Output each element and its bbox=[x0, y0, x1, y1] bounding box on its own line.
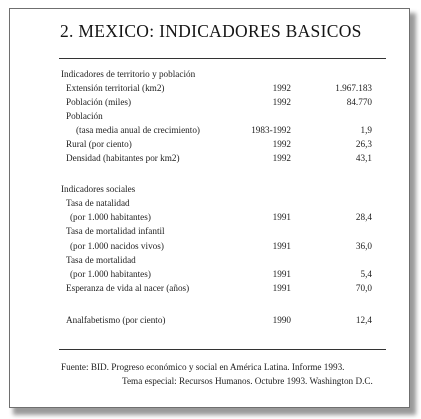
row-value: 43,1 bbox=[355, 153, 372, 163]
row-year: 1992 bbox=[272, 97, 291, 107]
source-note: Fuente: BID. Progreso económico y social en América Latina. Informe 1993. bbox=[61, 362, 345, 372]
section-heading: Indicadores sociales bbox=[61, 184, 136, 194]
table-row bbox=[10, 97, 409, 108]
row-year: 1992 bbox=[272, 83, 291, 93]
table-row bbox=[10, 269, 409, 280]
table-row bbox=[10, 212, 409, 223]
row-label: Esperanza de vida al nacer (años) bbox=[66, 283, 190, 293]
section-heading: Indicadores de territorio y población bbox=[61, 69, 196, 79]
row-label: Población bbox=[66, 111, 103, 121]
row-label: (tasa media anual de crecimiento) bbox=[76, 125, 200, 135]
row-value: 1.967.183 bbox=[335, 83, 372, 93]
table-row bbox=[10, 139, 409, 150]
row-year: 1991 bbox=[272, 241, 291, 251]
row-label: Analfabetismo (por ciento) bbox=[66, 315, 166, 325]
title-divider bbox=[59, 58, 386, 59]
row-value: 36,0 bbox=[355, 241, 372, 251]
row-value: 70,0 bbox=[355, 283, 372, 293]
row-year: 1983-1992 bbox=[251, 125, 291, 135]
special-topic-note: Tema especial: Recursos Humanos. Octubre 1993. Washington D.C. bbox=[122, 376, 373, 386]
row-label: (por 1.000 nacidos vivos) bbox=[70, 241, 164, 251]
row-year: 1991 bbox=[272, 269, 291, 279]
footer-divider bbox=[59, 349, 386, 350]
row-label: Rural (por ciento) bbox=[66, 139, 132, 149]
table-row bbox=[10, 283, 409, 294]
row-label: Tasa de natalidad bbox=[66, 198, 130, 208]
row-year: 1992 bbox=[272, 139, 291, 149]
document-page bbox=[9, 8, 410, 408]
row-label: Tasa de mortalidad infantil bbox=[66, 226, 165, 236]
row-label: Densidad (habitantes por km2) bbox=[66, 153, 180, 163]
row-year: 1991 bbox=[272, 283, 291, 293]
table-row bbox=[10, 241, 409, 252]
table-row bbox=[10, 255, 409, 266]
row-year: 1990 bbox=[272, 315, 291, 325]
row-value: 12,4 bbox=[355, 315, 372, 325]
row-value: 5,4 bbox=[360, 269, 372, 279]
table-row bbox=[10, 198, 409, 209]
row-label: Tasa de mortalidad bbox=[66, 255, 136, 265]
table-row bbox=[10, 315, 409, 326]
row-value: 28,4 bbox=[355, 212, 372, 222]
page-title: 2. MEXICO: INDICADORES BASICOS bbox=[60, 21, 362, 41]
row-year: 1992 bbox=[272, 153, 291, 163]
row-label: (por 1.000 habitantes) bbox=[70, 269, 151, 279]
table-row bbox=[10, 226, 409, 237]
table-row bbox=[10, 83, 409, 94]
table-row bbox=[10, 111, 409, 122]
row-label: Población (miles) bbox=[66, 97, 132, 107]
row-label: Extensión territorial (km2) bbox=[66, 83, 165, 93]
row-value: 84.770 bbox=[346, 97, 372, 107]
row-value: 26,3 bbox=[355, 139, 372, 149]
row-value: 1,9 bbox=[360, 125, 372, 135]
row-year: 1991 bbox=[272, 212, 291, 222]
table-row bbox=[10, 153, 409, 164]
table-row bbox=[10, 125, 409, 136]
row-label: (por 1.000 habitantes) bbox=[70, 212, 151, 222]
